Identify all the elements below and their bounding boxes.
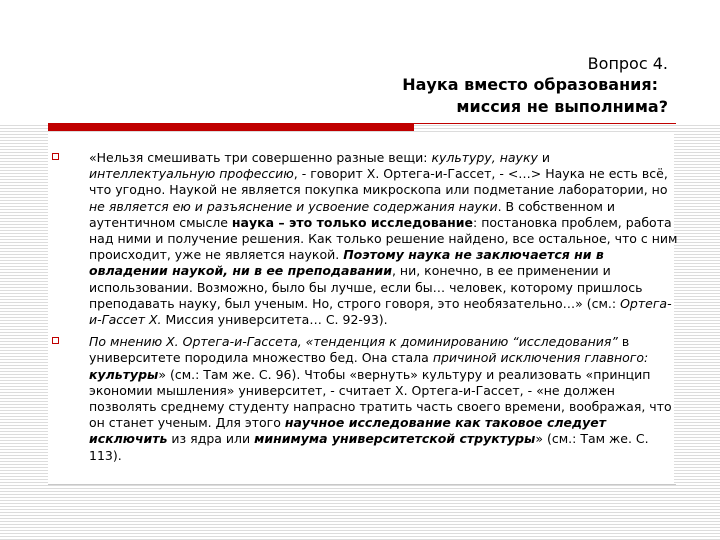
text-run: Ортега-и-Гассет Х. (89, 295, 672, 328)
question-label: Вопрос 4. (587, 54, 668, 73)
text-run: научное исследование как таковое следует исключить (89, 415, 607, 447)
text-run: » (см.: Там же. С. 96). Чтобы «вернуть» культуру и реализовать «принцип экономии мышления» университет, - считает Х. Ортега-и-Гассет, - «не должен позволять среднему студенту напрасно тратить часть своего времени, воображая, что он станет ученым. Для этого (89, 366, 672, 431)
text-run: минимума университетской структуры (254, 431, 536, 447)
text-run: из ядра или (167, 431, 255, 447)
title-heading-line1: Наука вместо образования: (402, 75, 658, 94)
accent-rule (414, 123, 676, 124)
text-run: . В собственном и аутентичном смысле (89, 198, 616, 230)
text-run: и (537, 150, 551, 165)
text-run: не является ею и разъяснение и усвоение содержания науки (89, 198, 498, 214)
text-run: интеллектуальную профессию (89, 166, 294, 182)
text-run: , ни, конечно, в ее применении и использовании. Возможно, было бы лучше, если бы… человек, которому пришлось преподавать науку, был ученым. Но, строго говоря, это необязательно…» (см.: (89, 263, 643, 311)
text-run: культуры (89, 366, 159, 382)
bottom-divider (48, 484, 676, 485)
text-run: наука – это только исследование (231, 214, 474, 230)
bullet-text (89, 334, 678, 464)
slide-title (402, 54, 668, 118)
square-bullet-icon (52, 153, 59, 160)
text-run: «Нельзя смешивать три совершенно разные вещи: (89, 150, 432, 165)
text-run: , - говорит Х. Ортега-и-Гассет, - <…> Наука не есть всё, что угодно. Наукой не является покупка микроскопа или подметание лаборатории, но (89, 166, 668, 198)
title-heading-line2: миссия не выполнима? (456, 97, 668, 116)
bullet-paragraph (48, 150, 678, 328)
slide-body (48, 150, 678, 470)
bullet-paragraph (48, 334, 678, 464)
text-run: » (см.: Там же. С. 113). (89, 431, 649, 463)
accent-bar (48, 123, 414, 131)
text-run: Поэтому наука не заключается ни в овладении наукой, ни в ее преподавании (89, 247, 604, 279)
bullet-text (89, 150, 678, 328)
square-bullet-icon (52, 337, 59, 344)
text-run: культуру, науку (431, 150, 538, 165)
text-run: в университете породила множество бед. Она стала (89, 334, 630, 366)
text-run: причиной исключения главного: (432, 350, 649, 366)
text-run: Миссия университета… С. 92-93). (161, 312, 388, 328)
text-run: : постановка проблем, работа над ними и получение решения. Как только решение найдено, все остальное, что с ним происходит, уже не является наукой. (89, 214, 678, 263)
text-run: По мнению Х. Ортега-и-Гассета, «тенденция к доминированию “исследования” (89, 334, 618, 350)
